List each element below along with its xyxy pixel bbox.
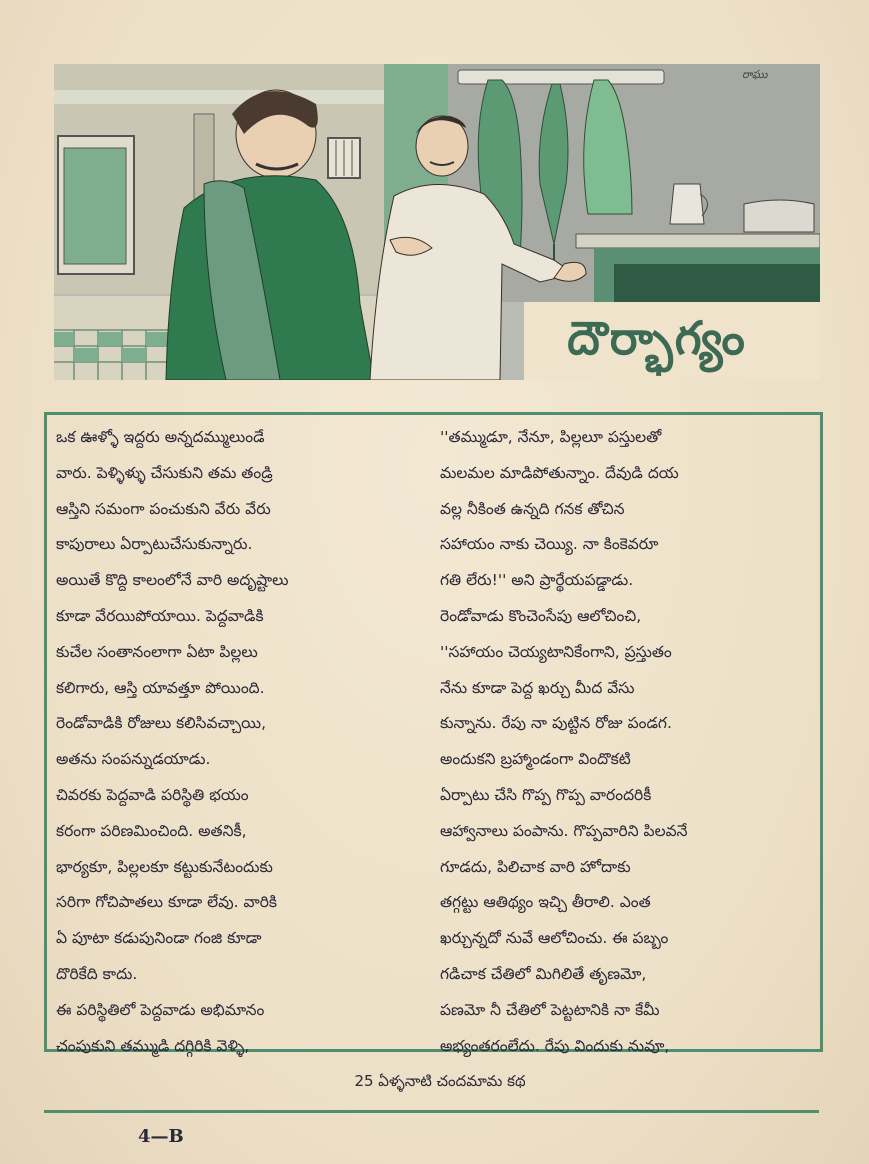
text-line: తగ్గట్టు ఆతిథ్యం ఇచ్చి తీరాలి. ఎంత [440,893,651,912]
text-line: చివరకు పెద్దవాడి పరిస్థితి భయం [56,785,249,804]
text-line: దొరికేది కాదు. [56,964,138,983]
text-line: ''సహాయం చెయ్యటానికేంగాని, ప్రస్తుతం [440,642,672,661]
text-line: ఈ పరిస్థితిలో పెద్దవాడు అభిమానం [56,1000,265,1019]
text-line: ఖర్చున్నదో నువే ఆలోచించు. ఈ పబ్బం [440,929,669,948]
text-line: ఏ పూటా కడుపునిండా గంజి కూడా [56,929,262,948]
text-line: నేను కూడా పెద్ద ఖర్చు మీద వేసు [440,678,635,697]
text-line: రెండోవాడు కొంచెంసేపు ఆలోచించి, [440,606,642,625]
text-line: ఏర్పాటు చేసి గొప్ప గొప్ప వారందరికీ [440,785,652,804]
text-line: చంపుకుని తమ్ముడి దగ్గిరికి వెళ్ళి, [56,1036,250,1055]
footer-caption: 25 ఏళ్ళనాటి చందమామ కథ [354,1072,526,1090]
text-line: వారు. పెళ్ళిళ్ళు చేసుకుని తమ తండ్రి [56,463,273,482]
text-line: కున్నాను. రేపు నా పుట్టిన రోజు పండగ. [440,714,672,733]
text-line: కుచేల సంతానంలాగా ఏటా పిల్లలు [56,642,258,661]
text-line: అభ్యంతరంలేదు. రేపు విందుకు నువూ, [440,1036,670,1055]
text-line: మలమల మాడిపోతున్నాం. దేవుడి దయ [440,463,679,482]
text-line: గతి లేరు!'' అని ప్రార్థేయపడ్డాడు. [440,571,634,590]
text-line: ఆస్తిని సమంగా పంచుకుని వేరు వేరు [56,499,271,518]
text-line: సరిగా గోచిపాతలు కూడా లేవు. వారికి [56,893,277,912]
text-line: ఒక ఊళ్ళో ఇద్దరు అన్నదమ్ములుండే [56,428,265,446]
artist-signature: రాఘు [742,68,768,81]
text-line: కాపురాలు ఏర్పాటుచేసుకున్నారు. [56,535,253,554]
left-column [56,420,426,1064]
text-line: అందుకని బ్రహ్మాండంగా విందొకటి [440,750,631,769]
footer-divider [44,1110,819,1113]
page-number: 4—B [138,1126,184,1147]
story-title: దౌర్భాగ్యం [567,311,747,365]
text-line: గూడదు, పిలిచాక వారి హోదాకు [440,857,631,876]
text-line: సహాయం నాకు చెయ్యి. నా కింకెవరూ [440,535,659,554]
text-line: భార్యకూ, పిల్లలకూ కట్టుకునేటందుకు [56,857,273,876]
text-line: అతను సంపన్నుడయాడు. [56,750,211,769]
text-line: అయితే కొద్ది కాలంలోనే వారి అదృష్టాలు [56,571,289,590]
text-line: కరంగా పరిణమించింది. అతనికీ, [56,821,247,840]
text-line: ఆహ్వానాలు పంపాను. గొప్పవారిని పిలవనే [440,821,688,840]
text-line: పణమో నీ చేతిలో పెట్టటానికి నా కేమీ [440,1000,660,1019]
text-line: కూడా వేరయిపోయాయి. పెద్దవాడికి [56,606,264,625]
right-column [440,420,810,1064]
text-line: కలిగారు, ఆస్తి యావత్తూ పోయింది. [56,678,265,697]
text-line: రెండోవాడికి రోజులు కలిసివచ్చాయి, [56,714,267,733]
text-line: వల్ల నీకింత ఉన్నది గనక తోచిన [440,499,625,518]
text-line: గడిచాక చేతిలో మిగిలితే తృణమో, [440,964,647,983]
text-line: ''తమ్ముడూ, నేనూ, పిల్లలూ పస్తులతో [440,428,662,446]
